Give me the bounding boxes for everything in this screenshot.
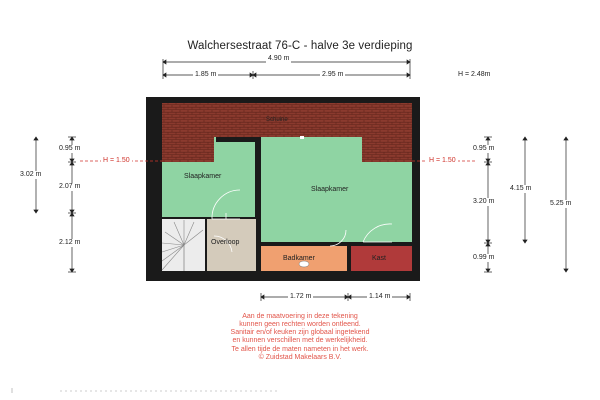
dimension-lines-left xyxy=(34,137,76,272)
dim-bottom-right: 1.14 m xyxy=(369,293,391,300)
disclaimer-line-1: Aan de maatvoering in deze tekening xyxy=(242,313,358,320)
dim-right-099: 0.99 m xyxy=(473,254,495,261)
room-label-bedroom-right: Slaapkamer xyxy=(311,186,349,193)
dim-left-095: 0.95 m xyxy=(59,145,81,152)
disclaimer-line-4: en kunnen verschillen met de werkelijkheid. xyxy=(232,337,368,344)
height-marker-right: H = 1.50 xyxy=(429,157,456,164)
room-label-roof: Schuine xyxy=(266,117,288,123)
disclaimer-line-2: kunnen geen rechten worden ontleend. xyxy=(239,321,361,328)
dim-total-width: 4.90 m xyxy=(268,55,290,62)
dim-right-525: 5.25 m xyxy=(550,200,572,207)
dim-right-415: 4.15 m xyxy=(510,185,532,192)
floorplan-title: Walchersestraat 76-C - halve 3e verdieping xyxy=(187,40,413,52)
stair-window-marker xyxy=(300,136,304,139)
dim-right-width: 2.95 m xyxy=(322,71,344,78)
dim-bottom-left: 1.72 m xyxy=(290,293,312,300)
dim-left-207: 2.07 m xyxy=(59,183,81,190)
dim-right-095: 0.95 m xyxy=(473,145,495,152)
dim-right-320: 3.20 m xyxy=(473,198,495,205)
height-marker-left: H = 1.50 xyxy=(103,157,130,164)
dim-left-302: 3.02 m xyxy=(20,171,42,178)
room-label-closet: Kast xyxy=(372,255,387,262)
sheet-ticks xyxy=(12,388,280,393)
dim-room-height: H = 2.48m xyxy=(458,71,491,78)
disclaimer-line-3: Sanitair en/of keuken zijn globaal ingetekend xyxy=(230,329,370,336)
dim-left-width: 1.85 m xyxy=(195,71,217,78)
disclaimer-line-5: Te allen tijde de maten nameten in het werk. xyxy=(231,346,369,353)
room-label-landing: Overloop xyxy=(211,239,240,246)
room-label-bedroom-left: Slaapkamer xyxy=(184,173,222,180)
dim-left-212: 2.12 m xyxy=(59,239,81,246)
disclaimer-line-6: © Zuidstad Makelaars B.V. xyxy=(258,354,342,361)
room-label-bathroom: Badkamer xyxy=(283,255,315,262)
